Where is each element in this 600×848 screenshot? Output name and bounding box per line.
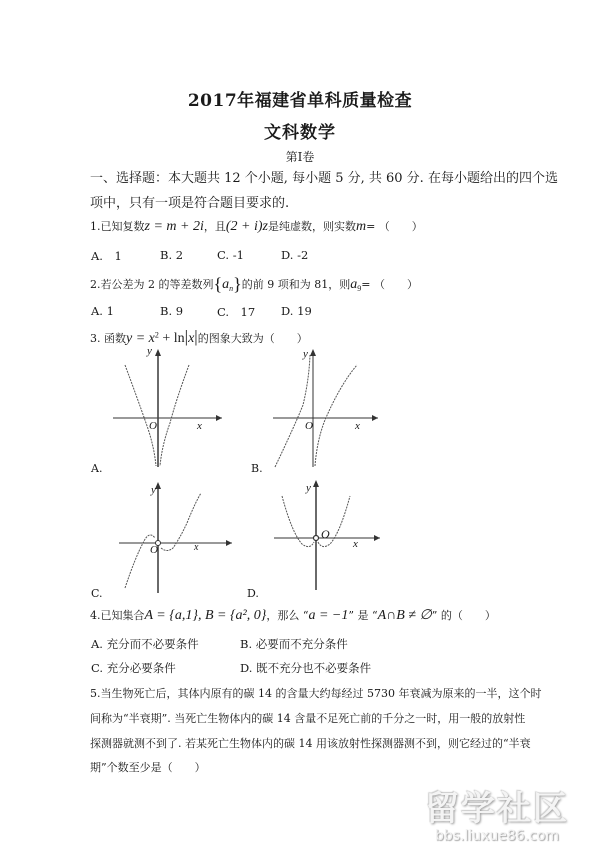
section-instruction-line1: 一、选择题：本大题共 12 个小题, 每小题 5 分, 共 60 分. 在每小题给出的四个选 <box>90 171 558 186</box>
origin-label: O <box>150 544 158 556</box>
math-expression: A∩B ≠ ∅ <box>377 608 432 623</box>
option-b: B. 必要而不充分条件 <box>240 637 348 651</box>
question-number: 5. <box>90 687 101 700</box>
question-text: 的前 9 项和为 81，则 <box>241 278 351 291</box>
x-axis-arrow <box>216 415 222 421</box>
math-expression: a = −1 <box>308 608 349 623</box>
math-expression: (2 + i)z <box>225 219 268 234</box>
option-d: D. 既不充分也不必要条件 <box>240 661 372 675</box>
question-text: 是纯虚数，则实数 <box>267 220 356 233</box>
question-5-line1 <box>90 685 541 701</box>
graph-c-label: C. <box>91 587 103 600</box>
question-5-line2: 间称为“半衰期”. 当死亡生物体内的碳 14 含量不足死亡前的千分之一时，用一般的放射性 <box>90 712 526 725</box>
y-axis-arrow <box>313 480 319 487</box>
graph-a-label: A. <box>91 462 103 475</box>
origin-label: O <box>321 527 330 541</box>
curve-left-branch <box>125 365 156 466</box>
question-text: 当生物死亡后，其体内原有的碳 14 的含量大约每经过 5730 年衰减为原来的一半，这个时 <box>100 687 542 700</box>
origin-label: O <box>305 420 313 432</box>
answer-blank: = （ ） <box>366 220 423 233</box>
question-number: 1. <box>90 220 101 233</box>
abs-bar-right: | <box>194 327 198 346</box>
exam-subject: 文科数学 <box>264 123 336 143</box>
question-text: ” 是 “ <box>348 609 378 622</box>
option-c: C. -1 <box>217 248 244 262</box>
watermark-logo-text: 留学社区 <box>425 789 569 829</box>
question-3 <box>90 327 308 347</box>
x-axis-label: x <box>353 538 358 550</box>
x-axis-arrow <box>226 540 232 546</box>
curve-right-branch <box>315 365 357 466</box>
y-axis-label: y <box>151 484 156 496</box>
option-b: B. 9 <box>160 304 184 318</box>
option-c: C. 充分必要条件 <box>91 661 176 675</box>
x-axis-label: x <box>197 420 202 432</box>
math-expression: a <box>222 277 230 292</box>
question-5-line3: 探测器就测不到了. 若某死亡生物体内的碳 14 用该放射性探测器测不到，则它经过的“半衰 <box>90 737 531 750</box>
graph-b-label: B. <box>251 462 263 475</box>
question-4 <box>90 607 496 624</box>
answer-blank: ” 的（ ） <box>431 609 496 622</box>
open-circle-origin <box>314 536 319 541</box>
math-expression: y = x <box>126 331 155 346</box>
math-expression: + ln <box>158 331 185 346</box>
question-number: 2. <box>90 278 101 291</box>
question-5-line4: 期”个数至少是（ ） <box>90 761 206 774</box>
math-expression: z = m + 2i <box>144 219 204 234</box>
y-axis-label: y <box>303 348 308 360</box>
y-axis-label: y <box>147 345 152 357</box>
x-axis-label: x <box>194 542 199 553</box>
abs-bar-left: | <box>184 327 189 346</box>
question-2 <box>90 274 418 295</box>
question-number: 4. <box>90 609 101 622</box>
section-instruction-line2: 项中，只有一项是符合题目要求的. <box>90 196 290 211</box>
option-d: D. 19 <box>281 304 312 318</box>
option-d: D. -2 <box>281 248 309 262</box>
option-a: A. 1 <box>91 249 122 263</box>
watermark-url: bbs.liuxue86.com <box>434 828 560 844</box>
option-a: A. 1 <box>91 304 114 318</box>
brace-open: { <box>213 274 223 294</box>
curve-right-branch <box>160 365 189 466</box>
y-axis-arrow <box>310 349 316 356</box>
question-text: ，那么 “ <box>266 609 309 622</box>
math-expression: m <box>355 219 367 234</box>
math-superscript: 2 <box>154 330 159 340</box>
math-subscript: 9 <box>357 284 362 294</box>
math-expression: a <box>350 277 358 292</box>
curve-left-branch <box>275 355 310 467</box>
graph-c <box>115 478 235 598</box>
exam-volume: 第I卷 <box>285 150 315 164</box>
option-a: A. 充分而不必要条件 <box>91 637 199 651</box>
math-expression: A = {a,1}, B = {a², 0} <box>144 608 267 623</box>
question-text: ，且 <box>203 220 226 233</box>
x-axis-arrow <box>374 535 380 541</box>
curve-left-branch <box>282 496 314 547</box>
question-text: 函数 <box>104 332 126 345</box>
math-subscript: n <box>229 284 234 294</box>
answer-blank: = （ ） <box>361 278 418 291</box>
question-text: 若公差为 2 的等差数列 <box>100 278 214 291</box>
graph-a <box>110 345 230 470</box>
x-axis-arrow <box>372 415 378 421</box>
brace-close: } <box>233 274 242 294</box>
question-1 <box>90 218 423 235</box>
graph-d <box>270 478 390 598</box>
question-text: 的图象大致为（ ） <box>197 332 308 345</box>
question-text: 已知复数 <box>100 220 145 233</box>
question-number: 3. <box>90 332 101 345</box>
option-b: B. 2 <box>160 248 184 262</box>
exam-title: 2017年福建省单科质量检查 <box>187 91 413 111</box>
option-c: C. 17 <box>217 305 256 319</box>
math-expression: x <box>188 331 195 346</box>
question-text: 已知集合 <box>100 609 145 622</box>
origin-label: O <box>149 420 157 432</box>
y-axis-arrow <box>155 349 161 356</box>
watermark <box>402 790 592 848</box>
x-axis-label: x <box>355 420 360 432</box>
graph-b <box>265 345 385 470</box>
graph-d-label: D. <box>247 587 259 600</box>
y-axis-label: y <box>306 482 311 494</box>
